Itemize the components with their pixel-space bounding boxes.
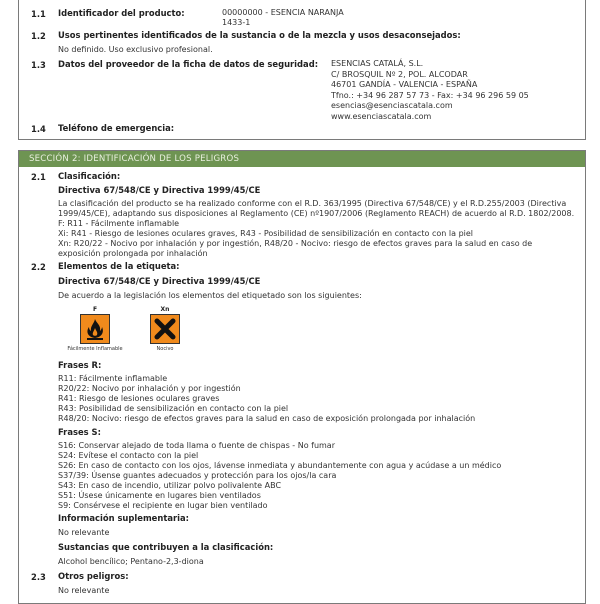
- label-elements-directive: Directiva 67/548/CE y Directiva 1999/45/CE: [58, 276, 261, 286]
- supplementary-info-text: No relevante: [58, 528, 110, 537]
- other-hazards-label: Otros peligros:: [58, 571, 129, 581]
- pictogram-harmful: [150, 314, 180, 344]
- s-phrase: S43: En caso de incendio, utilizar polvo polivalente ABC: [58, 481, 282, 490]
- r-phrase: R48/20: Nocivo: riesgo de efectos graves para la salud en caso de exposición prolongada por inhalación: [58, 414, 476, 423]
- emergency-phone-label: Teléfono de emergencia:: [58, 123, 175, 133]
- section1-box: [18, 0, 586, 140]
- item-number: 2.1: [31, 172, 46, 182]
- supplier-label: Datos del proveedor de la ficha de datos de seguridad:: [58, 59, 319, 69]
- r-phrase: R43: Posibilidad de sensibilización en contacto con la piel: [58, 404, 289, 413]
- uses-label: Usos pertinentes identificados de la sustancia o de la mezcla y usos desaconsejados:: [58, 30, 461, 40]
- pictogram-code: F: [92, 306, 98, 313]
- supplier-name: ESENCIAS CATALÁ, S.L.: [331, 59, 424, 68]
- supplier-phone: Tfno.: +34 96 287 57 73 - Fax: +34 96 296 59 05: [331, 90, 529, 100]
- uses-text: No definido. Uso exclusivo profesional.: [58, 45, 213, 54]
- product-identifier-code: 1433-1: [222, 18, 251, 27]
- pictogram-code: Xn: [160, 306, 170, 313]
- s-phrase: S51: Úsese únicamente en lugares bien ventilados: [58, 491, 261, 500]
- item-number: 1.3: [31, 60, 46, 70]
- classification-text: La clasificación del producto se ha realizado conforme con el R.D. 363/1995 (Directiva 67/548/CE) y el R.D.255/2003 (Directiva: [58, 199, 567, 208]
- supplier-city: 46701 GANDÍA - VALENCIA - ESPAÑA: [331, 80, 478, 89]
- classification-text: Xi: R41 - Riesgo de lesiones oculares graves, R43 - Posibilidad de sensibilización en contacto con la piel: [58, 229, 474, 238]
- section2-header: SECCIÓN 2: IDENTIFICACIÓN DE LOS PELIGROS: [19, 151, 585, 167]
- contributing-substances-title: Sustancias que contribuyen a la clasificación:: [58, 542, 274, 552]
- classification-text: F: R11 - Fácilmente inflamable: [58, 219, 180, 228]
- r-phrase: R20/22: Nocivo por inhalación y por ingestión: [58, 384, 241, 393]
- s-phrase: S16: Conservar alejado de toda llama o fuente de chispas - No fumar: [58, 441, 335, 450]
- s-phrase: S24: Evítese el contacto con la piel: [58, 451, 199, 460]
- s-phrase: S26: En caso de contacto con los ojos, lávense inmediata y abundantemente con agua y acúdase a un médico: [58, 461, 502, 470]
- pictogram-caption: Fácilmente Inflamable: [67, 346, 123, 352]
- supplier-email[interactable]: esencias@esenciascatala.com: [331, 101, 453, 110]
- classification-label: Clasificación:: [58, 171, 121, 181]
- item-number: 1.4: [31, 124, 46, 134]
- cross-icon: [151, 315, 179, 343]
- classification-text: Xn: R20/22 - Nocivo por inhalación y por ingestión, R48/20 - Nocivo: riesgo de efectos graves para la salud en caso de: [58, 239, 533, 248]
- supplier-address: C/ BROSQUIL Nº 2, POL. ALCODAR: [331, 69, 468, 79]
- other-hazards-text: No relevante: [58, 586, 110, 595]
- item-number: 2.2: [31, 262, 46, 272]
- classification-directive: Directiva 67/548/CE y Directiva 1999/45/CE: [58, 185, 261, 195]
- item-number: 2.3: [31, 572, 46, 582]
- label-elements-label: Elementos de la etiqueta:: [58, 261, 180, 271]
- item-number: 1.1: [31, 9, 46, 19]
- supplier-website[interactable]: www.esenciascatala.com: [331, 111, 432, 121]
- r-phrase: R41: Riesgo de lesiones oculares graves: [58, 394, 220, 403]
- pictogram-flammable: [80, 314, 110, 344]
- r-phrases-title: Frases R:: [58, 360, 102, 370]
- r-phrase: R11: Fácilmente inflamable: [58, 374, 168, 383]
- s-phrase: S37/39: Úsense guantes adecuados y protección para los ojos/la cara: [58, 471, 337, 480]
- item-number: 1.2: [31, 31, 46, 41]
- flame-icon: [81, 315, 109, 343]
- supplementary-info-title: Información suplementaria:: [58, 513, 189, 523]
- s-phrase: S9: Consérvese el recipiente en lugar bien ventilado: [58, 501, 268, 510]
- s-phrases-title: Frases S:: [58, 427, 101, 437]
- contributing-substances-text: Alcohol bencílico; Pentano-2,3-diona: [58, 557, 204, 566]
- classification-text: 1999/45/CE), adaptando sus disposiciones al Reglamento (CE) nº1907/2006 (Reglamento REACH) de acuerdo al R.D. 1802/2008.: [58, 209, 575, 218]
- pictogram-caption: Nocivo: [156, 346, 174, 352]
- label-elements-intro: De acuerdo a la legislación los elementos del etiquetado son los siguientes:: [58, 291, 362, 300]
- classification-text: exposición prolongada por inhalación: [58, 249, 208, 258]
- product-identifier-value: 00000000 - ESENCIA NARANJA: [222, 8, 344, 17]
- product-identifier-label: Identificador del producto:: [58, 8, 185, 18]
